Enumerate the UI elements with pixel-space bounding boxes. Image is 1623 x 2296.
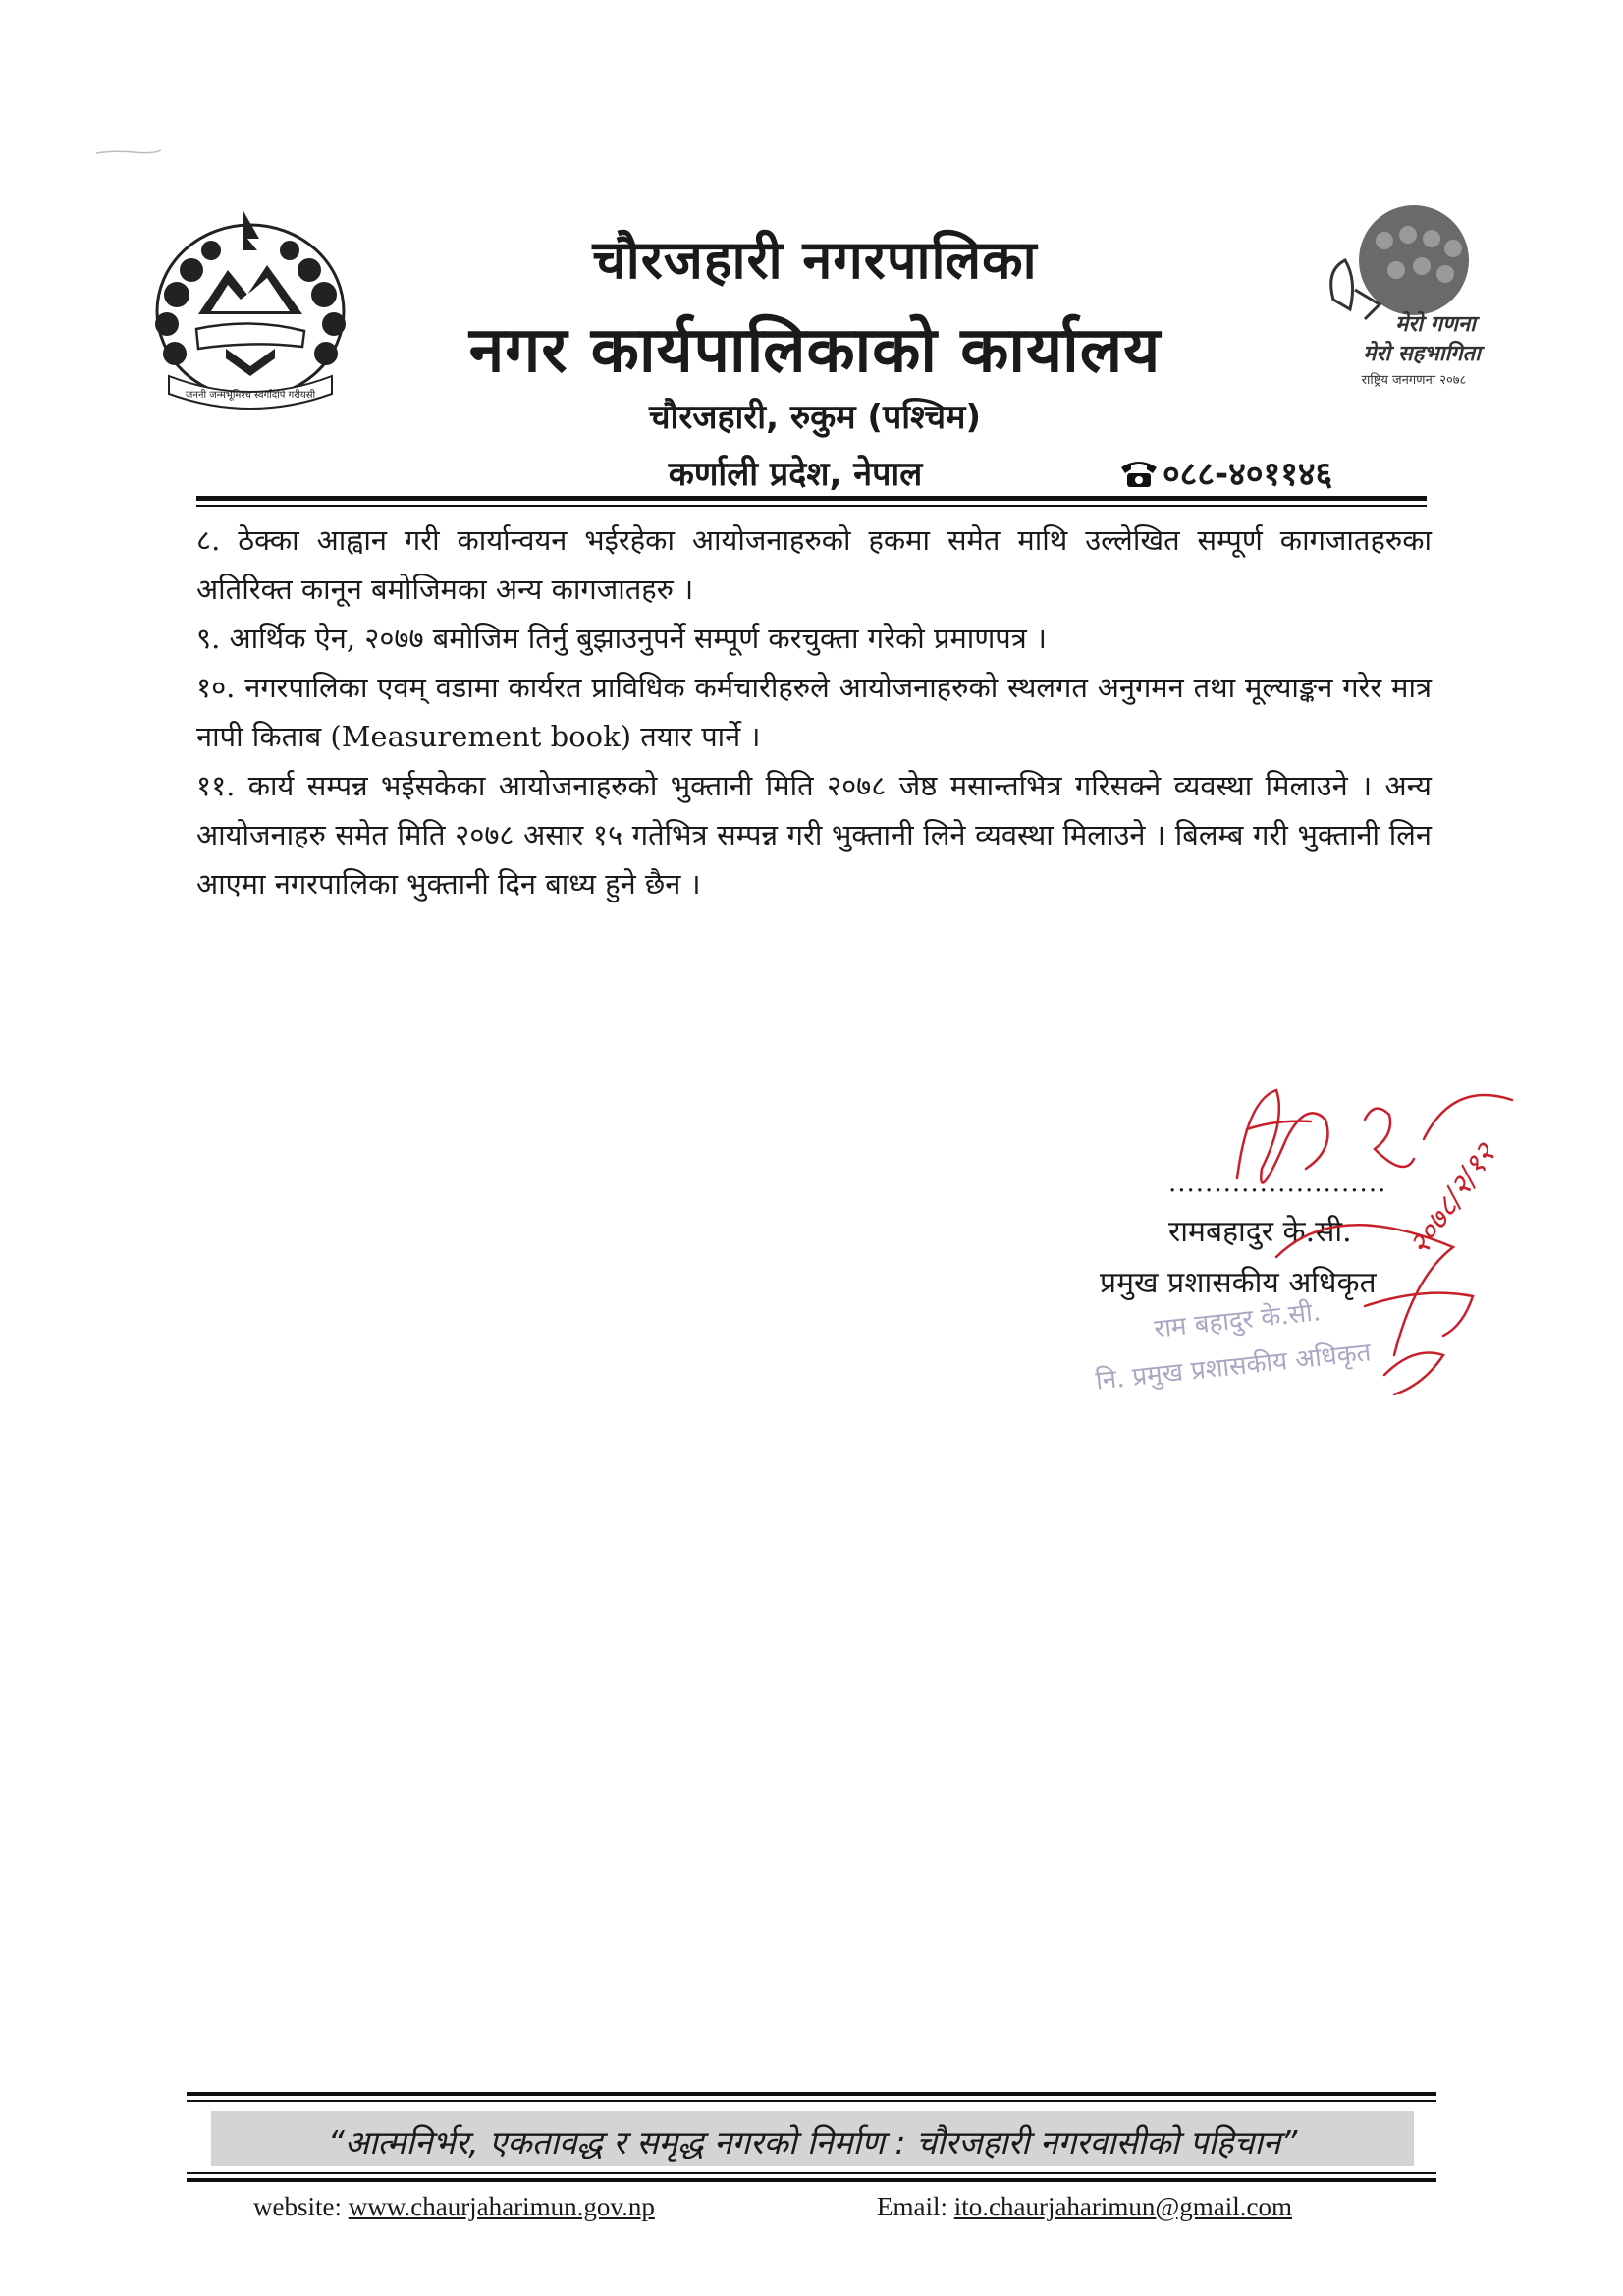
- handwritten-signature: [1217, 1061, 1542, 1424]
- telephone-icon: [1119, 456, 1159, 489]
- org-name: चौरजहारी नगरपालिका: [592, 229, 1038, 291]
- email-link[interactable]: ito.chaurjaharimun@gmail.com: [953, 2192, 1292, 2221]
- signatory-title: प्रमुख प्रशासकीय अधिकृत: [1100, 1266, 1377, 1300]
- census-logo-line3: राष्ट्रिय जनगणना २०७८: [1361, 373, 1467, 388]
- website-label: website:: [253, 2192, 342, 2221]
- letter-body: [196, 516, 1432, 908]
- footer-rule: [187, 2178, 1436, 2182]
- list-item: १०. नगरपालिका एवम् वडामा कार्यरत प्राविधिक कर्मचारीहरुले आयोजनाहरुको स्थलगत अनुगमन तथा मूल्याङ्कन गरेर मात्र नापी किताब (Measurement book) तयार पार्ने ।: [196, 671, 1432, 753]
- list-item: ११. कार्य सम्पन्न भईसकेका आयोजनाहरुको भुक्तानी मिति २०७८ जेष्ठ मसान्तभित्र गरिसक्ने व्यवस्था मिलाउने । अन्य आयोजनाहरु समेत मिति २०७८ असार १५ गतेभित्र सम्पन्न गरी भुक्तानी लिने व्यवस्था मिलाउने । बिलम्ब गरी भुक्तानी लिन आएमा नगरपालिका भुक्तानी दिन बाध्य हुने छैन ।: [196, 769, 1432, 901]
- stamp-title: नि. प्रमुख प्रशासकीय अधिकृत: [1094, 1338, 1373, 1396]
- email-label: Email:: [877, 2192, 947, 2221]
- office-name: नगर कार्यपालिकाको कार्यालय: [468, 314, 1162, 387]
- list-item: ८. ठेक्का आह्वान गरी कार्यान्वयन भईरहेका आयोजनाहरुको हकमा समेत माथि उल्लेखित सम्पूर्ण कागजातहरुका अतिरिक्त कानून बमोजिमका अन्य कागजातहरु ।: [196, 523, 1432, 606]
- scan-mark: [94, 147, 163, 157]
- footer-email: [877, 2192, 1292, 2222]
- phone-number: [1119, 450, 1332, 495]
- census-2078-logo: [1306, 201, 1492, 393]
- handwritten-date: २०७८/२/१२: [1401, 1137, 1503, 1262]
- signature-line: ........................: [1168, 1169, 1387, 1198]
- phone-text: ०८८-४०११४६: [1163, 455, 1333, 494]
- website-link[interactable]: www.chaurjaharimun.gov.np: [348, 2192, 655, 2221]
- footer-rule: [187, 2092, 1436, 2096]
- motto-text: “आत्मनिर्भर, एकतावद्ध र समृद्ध नगरको निर्माण : चौरजहारी नगरवासीको पहिचान”: [327, 2123, 1298, 2161]
- census-logo-line1: मेरो गणना: [1395, 311, 1476, 337]
- header-rule-thin: [196, 505, 1427, 507]
- nepal-government-emblem-icon: [137, 201, 363, 417]
- header-rule-thick: [196, 496, 1427, 501]
- signatory-name: रामबहादुर के.सी.: [1168, 1215, 1352, 1249]
- census-logo-line2: मेरो सहभागिता: [1363, 341, 1481, 366]
- footer-rule: [187, 2100, 1436, 2102]
- address-line1: चौरजहारी, रुकुम (पश्चिम): [648, 398, 982, 437]
- emblem-motto-text: जननी जन्मभूमिश्च स्वर्गादपि गरीयसी: [185, 390, 316, 401]
- list-item: ९. आर्थिक ऐन, २०७७ बमोजिम तिर्नु बुझाउनुपर्ने सम्पूर्ण करचुक्ता गरेको प्रमाणपत्र ।: [196, 622, 1047, 655]
- footer-rule: [187, 2172, 1436, 2174]
- address-line2: कर्णाली प्रदेश, नेपाल: [668, 455, 923, 494]
- footer-website: [253, 2192, 655, 2222]
- stamp-name: राम बहादुर के.सी.: [1153, 1297, 1323, 1344]
